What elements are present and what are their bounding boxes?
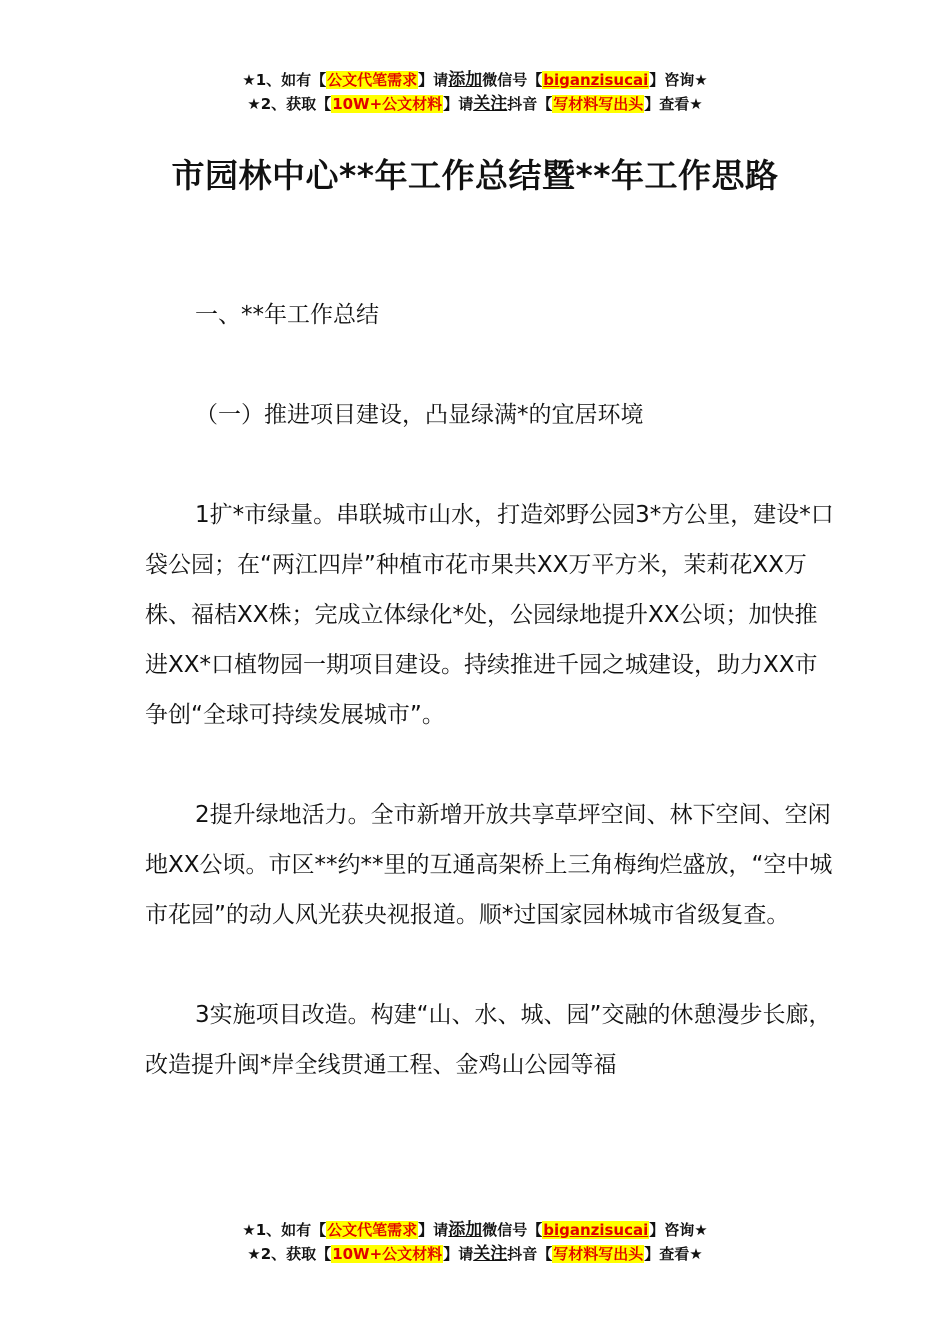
banner-line-2 — [0, 92, 950, 116]
materials-highlight: 10W+公文材料 — [332, 95, 443, 113]
wechat-id-link[interactable]: biganzisucai — [543, 1221, 649, 1239]
banner-line-1 — [0, 1218, 950, 1242]
banner-text: 】请 — [418, 1221, 449, 1239]
banner-text: 微信号【 — [482, 71, 543, 89]
banner-emphasis: 添加 — [448, 1220, 483, 1240]
paragraph-2: 2提升绿地活力。全市新增开放共享草坪空间、林下空间、空闲地XX公顷。市区**约**里的互通高架桥上三角梅绚烂盛放，“空中城市花园”的动人风光获央视报道。顺*过国家园林城市省级复查。 — [145, 802, 833, 928]
banner-emphasis: 添加 — [448, 70, 483, 90]
banner-text: 】请 — [443, 95, 474, 113]
header-banner — [0, 68, 950, 116]
banner-text: 微信号【 — [482, 1221, 543, 1239]
banner-emphasis: 关注 — [473, 94, 508, 114]
banner-text: 抖音【 — [507, 1245, 553, 1263]
banner-text: 】查看★ — [644, 1245, 703, 1263]
materials-highlight: 10W+公文材料 — [332, 1245, 443, 1263]
banner-text: ★2、获取【 — [247, 95, 332, 113]
footer-banner — [0, 1218, 950, 1266]
paragraph-3: 3实施项目改造。构建“山、水、城、园”交融的休憩漫步长廊，改造提升闽*岸全线贯通工程、金鸡山公园等福 — [145, 1002, 832, 1078]
douyin-highlight: 写材料写出头 — [553, 1245, 644, 1263]
service-highlight: 公文代笔需求 — [327, 71, 418, 89]
banner-line-2 — [0, 1242, 950, 1266]
banner-line-1 — [0, 68, 950, 92]
douyin-highlight: 写材料写出头 — [553, 95, 644, 113]
banner-text: ★2、获取【 — [247, 1245, 332, 1263]
banner-text: ★1、如有【 — [242, 71, 327, 89]
banner-text: 】请 — [418, 71, 449, 89]
document-body — [145, 290, 835, 1140]
section-heading: 一、**年工作总结 — [195, 302, 379, 328]
wechat-id-link[interactable]: biganzisucai — [543, 71, 649, 89]
document-title: 市园林中心**年工作总结暨**年工作思路 — [171, 156, 779, 195]
banner-text: 】请 — [443, 1245, 474, 1263]
banner-text: ★1、如有【 — [242, 1221, 327, 1239]
service-highlight: 公文代笔需求 — [327, 1221, 418, 1239]
banner-text: 】查看★ — [644, 95, 703, 113]
banner-text: 】咨询★ — [649, 1221, 708, 1239]
subsection-heading: （一）推进项目建设，凸显绿满*的宜居环境 — [195, 402, 644, 428]
paragraph-1: 1扩*市绿量。串联城市山水，打造郊野公园3*方公里，建设*口袋公园；在“两江四岸”种植市花市果共XX万平方米，茉莉花XX万株、福桔XX株；完成立体绿化*处，公园绿地提升XX公顷；加快推进XX*口植物园一期项目建设。持续推进千园之城建设，助力XX市争创“全球可持续发展城市”。 — [145, 502, 834, 728]
banner-text: 抖音【 — [507, 95, 553, 113]
banner-text: 】咨询★ — [649, 71, 708, 89]
banner-emphasis: 关注 — [473, 1244, 508, 1264]
